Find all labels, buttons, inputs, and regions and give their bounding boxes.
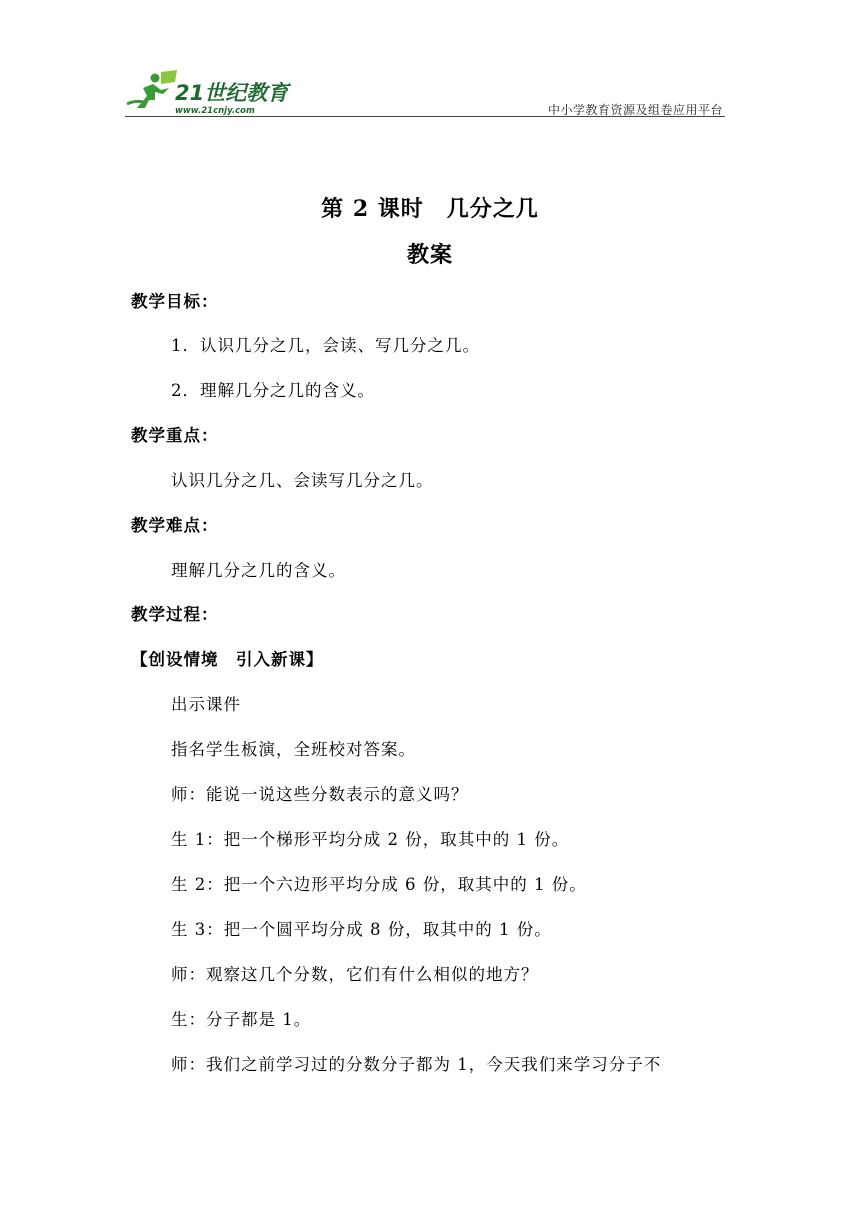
key-point-heading: 教学重点： — [131, 426, 219, 445]
paragraph: 生 3：把一个圆平均分成 8 份，取其中的 1 份。 — [171, 920, 552, 939]
goal-item-2: 2．理解几分之几的含义。 — [171, 381, 375, 400]
21cnjy-logo — [125, 68, 295, 116]
goal-item-1: 1．认识几分之几，会读、写几分之几。 — [171, 336, 480, 355]
process-heading: 教学过程： — [131, 605, 219, 624]
logo-runner-body-icon — [137, 84, 169, 108]
logo-runner-head-icon — [151, 74, 160, 83]
platform-name: 中小学教育资源及组卷应用平台 — [547, 103, 723, 117]
header-divider — [125, 116, 725, 117]
paragraph: 出示课件 — [171, 695, 241, 714]
key-point-text: 认识几分之几、会读写几分之几。 — [171, 471, 434, 490]
goal-heading: 教学目标： — [131, 292, 219, 311]
paragraph: 师：我们之前学习过的分数分子都为 1，今天我们来学习分子不 — [171, 1055, 662, 1074]
paragraph: 师：观察这几个分数，它们有什么相似的地方？ — [171, 965, 539, 984]
section-heading: 【创设情境 引入新课】 — [131, 650, 324, 669]
lesson-title: 第 2 课时 几分之几 — [321, 196, 539, 222]
logo-brand-text: 21世纪教育 — [175, 81, 289, 105]
paragraph: 生 1：把一个梯形平均分成 2 份，取其中的 1 份。 — [171, 830, 570, 849]
paragraph: 指名学生板演，全班校对答案。 — [171, 740, 416, 759]
page-header — [125, 68, 725, 118]
logo-url-text: www.21cnjy.com — [175, 106, 255, 116]
paragraph: 生 2：把一个六边形平均分成 6 份，取其中的 1 份。 — [171, 875, 587, 894]
difficulty-heading: 教学难点： — [131, 516, 219, 535]
paragraph: 生：分子都是 1。 — [171, 1010, 312, 1029]
difficulty-text: 理解几分之几的含义。 — [171, 561, 346, 580]
paragraph: 师：能说一说这些分数表示的意义吗？ — [171, 785, 469, 804]
lesson-subtitle: 教案 — [406, 242, 453, 268]
